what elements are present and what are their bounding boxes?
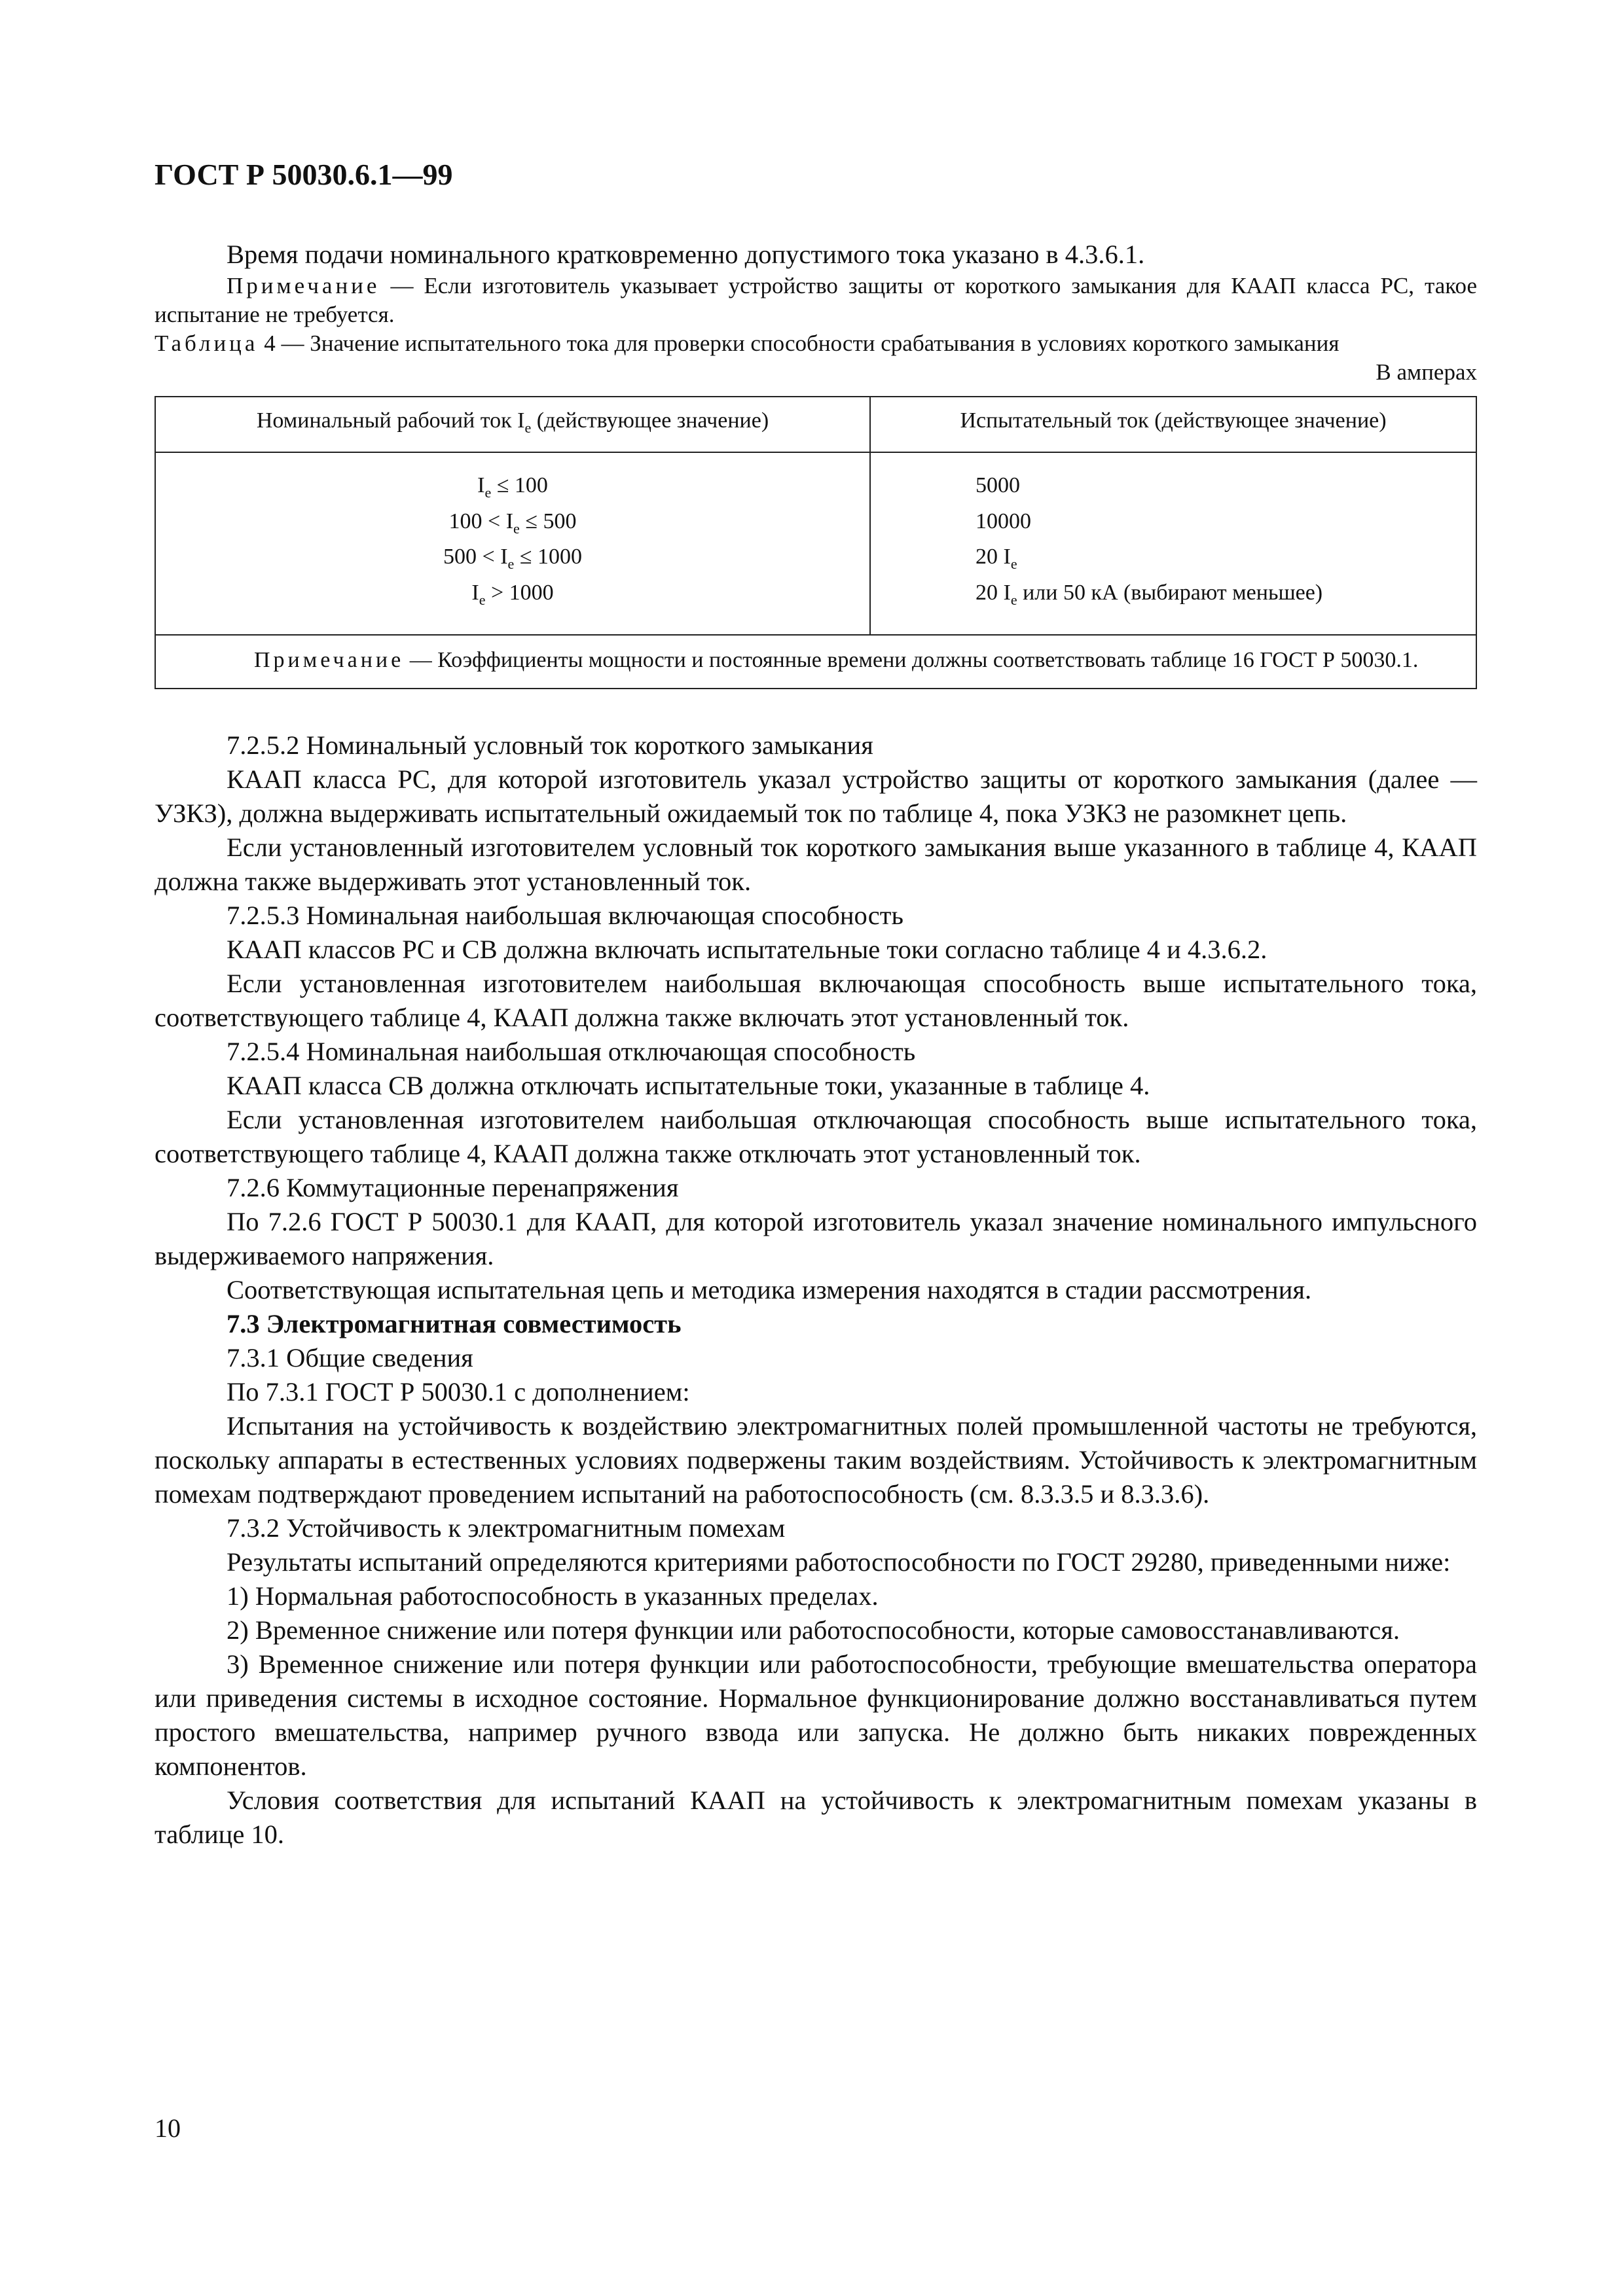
body-paragraph: По 7.2.6 ГОСТ Р 50030.1 для КААП, для которой изготовитель указал значение номинального импульсного выдерживаемого напряжения. — [155, 1206, 1477, 1270]
note-1 — [155, 272, 1477, 329]
body-paragraph: Соответствующая испытательная цепь и методика измерения находятся в стадии рассмотрения. — [227, 1274, 1312, 1304]
body-paragraph: Если установленный изготовителем условный ток короткого замыкания выше указанного в таблице 4, КААП должна также выдерживать этот установленный ток. — [155, 832, 1477, 896]
document-page — [155, 157, 1477, 1852]
body-paragraph: Если установленная изготовителем наибольшая отключающая способность выше испытательного тока, соответствующего таблице 4, КААП должна также отключать этот установленный ток. — [155, 1104, 1477, 1168]
document-header: ГОСТ Р 50030.6.1—99 — [155, 158, 453, 191]
body-paragraph: КААП класса CB должна отключать испытательные токи, указанные в таблице 4. — [227, 1070, 1150, 1100]
col1-header-text: Номинальный рабочий ток I — [256, 408, 525, 433]
test-current-cell — [870, 452, 1476, 635]
rated-current-value: $500 < I_e \le 1000$ — [443, 545, 582, 573]
table-4 — [155, 396, 1477, 689]
section-7-3-heading: 7.3 Электромагнитная совместимость — [227, 1308, 682, 1338]
page-number: 10 — [155, 2113, 181, 2143]
body-paragraph: Результаты испытаний определяются критериями работоспособности по ГОСТ 29280, приведенными ниже: — [227, 1547, 1451, 1577]
section-7-2-5-4: 7.2.5.4 Номинальная наибольшая отключающая способность — [227, 1036, 916, 1066]
rated-current-value: $I_e \le 100$ — [477, 473, 548, 501]
test-current-value: 5000 — [976, 473, 1020, 497]
rated-current-cell — [155, 452, 870, 635]
note-1-text: — Если изготовитель указывает устройство защиты от короткого замыкания для КААП класса PC, такое испытание не требуется. — [155, 273, 1477, 327]
body-paragraph: По 7.3.1 ГОСТ Р 50030.1 с дополнением: — [227, 1376, 690, 1407]
rated-current-value: $I_e > 1000$ — [471, 581, 554, 608]
body-paragraph: КААП класса PC, для которой изготовитель указал устройство защиты от короткого замыкания (далее — УЗКЗ), должна выдерживать испытательный ожидаемый ток по таблице 4, пока УЗКЗ не разомкнет цепь. — [155, 764, 1477, 828]
col1-header-sub: e — [524, 419, 532, 436]
table-note — [155, 635, 1476, 689]
list-item: 1) Нормальная работоспособность в указанных пределах. — [227, 1581, 879, 1611]
section-7-3-2: 7.3.2 Устойчивость к электромагнитным помехам — [227, 1513, 786, 1543]
table-units: В амперах — [1376, 359, 1477, 385]
table-data-row — [155, 452, 1476, 635]
section-7-3-1: 7.3.1 Общие сведения — [227, 1342, 473, 1372]
test-current-value: 10000 — [976, 509, 1031, 533]
table-note-row — [155, 635, 1476, 689]
time-paragraph: Время подачи номинального кратковременно допустимого тока указано в 4.3.6.1. — [227, 240, 1145, 269]
section-7-2-5-2: 7.2.5.2 Номинальный условный ток короткого замыкания — [227, 730, 873, 760]
test-current-value: 20 $I_e$ или 50 кА (выбирают меньшее) — [976, 581, 1323, 608]
table-header-row — [155, 397, 1476, 452]
body-paragraph: Условия соответствия для испытаний КААП на устойчивость к электромагнитным помехам указаны в таблице 10. — [155, 1785, 1477, 1849]
col1-header — [155, 397, 870, 452]
body-paragraph: Испытания на устойчивость к воздействию электромагнитных полей промышленной частоты не требуются, поскольку аппараты в естественных условиях подвержены таким воздействиям. Устойчивость к электромагнитным помехам подтверждают проведением испытаний на работоспособность (см. 8.3.3.5 и 8.3.3.6). — [155, 1410, 1477, 1509]
body-paragraph: КААП классов PC и CB должна включать испытательные токи согласно таблице 4 и 4.3.6.2. — [227, 934, 1267, 964]
test-current-value: 20 $I_e$ — [976, 545, 1017, 573]
list-item: 3) Временное снижение или потеря функции или работоспособности, требующие вмешательства оператора или приведения системы в исходное состояние. Нормальное функционирование должно восстанавливаться путем простого вмешательства, например ручного взвода или запуска. Не должно быть никаких поврежденных компонентов. — [155, 1649, 1477, 1781]
table-note-label: Примечание — [254, 647, 405, 672]
col1-header-tail: (действующее значение) — [531, 408, 769, 433]
section-7-2-5-3: 7.2.5.3 Номинальная наибольшая включающая способность — [227, 900, 903, 930]
list-item: 2) Временное снижение или потеря функции или работоспособности, которые самовосстанавливаются. — [227, 1615, 1400, 1645]
rated-current-value: $100 < I_e \le 500$ — [448, 509, 577, 537]
table-caption-text: 4 — Значение испытательного тока для проверки способности срабатывания в условиях короткого замыкания — [258, 331, 1340, 356]
table-caption-label: Таблица — [155, 331, 259, 356]
body-paragraph: Если установленная изготовителем наибольшая включающая способность выше испытательного тока, соответствующего таблице 4, КААП должна также включать этот установленный ток. — [155, 968, 1477, 1032]
section-7-2-6: 7.2.6 Коммутационные перенапряжения — [227, 1172, 679, 1202]
note-1-label: Примечание — [227, 273, 380, 298]
table-caption — [155, 329, 1477, 358]
table-note-text: — Коэффициенты мощности и постоянные времени должны соответствовать таблице 16 ГОСТ Р 50030.1. — [404, 647, 1419, 672]
col2-header: Испытательный ток (действующее значение) — [870, 397, 1476, 452]
